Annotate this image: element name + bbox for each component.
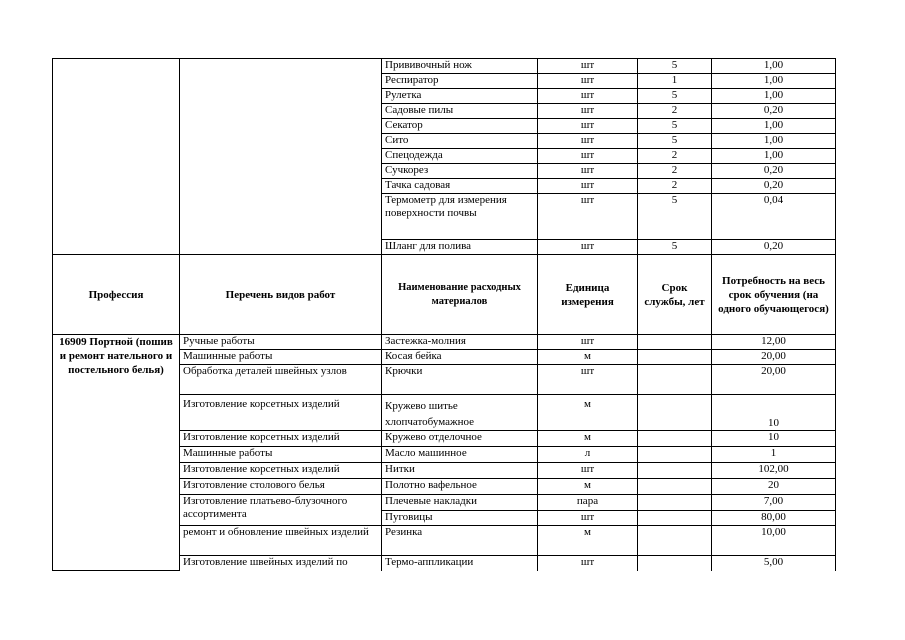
header-term: Срок службы, лет bbox=[638, 255, 712, 335]
unit-cell: м bbox=[538, 431, 638, 447]
term-cell bbox=[638, 511, 712, 526]
unit-cell: шт bbox=[538, 335, 638, 350]
unit-cell: шт bbox=[538, 164, 638, 179]
material-cell: Крючки bbox=[382, 365, 538, 395]
term-cell: 5 bbox=[638, 194, 712, 240]
profession-name-cell: 16909 Портной (пошив и ремонт нательного и постельного белья) bbox=[53, 335, 180, 571]
work-cell: Изготовление платьево-блузочного ассортимента bbox=[180, 495, 382, 526]
material-cell: Шланг для полива bbox=[382, 240, 538, 255]
term-cell: 1 bbox=[638, 74, 712, 89]
unit-cell: шт bbox=[538, 463, 638, 479]
material-cell: Резинка bbox=[382, 526, 538, 556]
work-cell: Обработка деталей швейных узлов bbox=[180, 365, 382, 395]
unit-cell: шт bbox=[538, 240, 638, 255]
material-cell: Кружево отделочное bbox=[382, 431, 538, 447]
term-cell: 5 bbox=[638, 240, 712, 255]
header-materials: Наименование расходных материалов bbox=[382, 255, 538, 335]
need-cell: 80,00 bbox=[712, 511, 836, 526]
table-row bbox=[53, 335, 836, 350]
need-cell: 1,00 bbox=[712, 74, 836, 89]
unit-cell: шт bbox=[538, 511, 638, 526]
work-cell-empty bbox=[180, 59, 382, 255]
term-cell bbox=[638, 479, 712, 495]
profession-cell-empty bbox=[53, 59, 180, 255]
material-cell: Плечевые накладки bbox=[382, 495, 538, 511]
need-cell: 0,20 bbox=[712, 164, 836, 179]
term-cell bbox=[638, 335, 712, 350]
need-cell: 10 bbox=[712, 395, 836, 431]
need-cell: 102,00 bbox=[712, 463, 836, 479]
need-cell: 0,20 bbox=[712, 104, 836, 119]
need-cell: 0,20 bbox=[712, 240, 836, 255]
need-cell: 1 bbox=[712, 447, 836, 463]
unit-cell: шт bbox=[538, 365, 638, 395]
material-cell: Респиратор bbox=[382, 74, 538, 89]
material-cell: Косая бейка bbox=[382, 350, 538, 365]
need-cell: 10 bbox=[712, 431, 836, 447]
term-cell: 2 bbox=[638, 179, 712, 194]
material-cell: Кружево шитье хлопчатобумажное bbox=[382, 395, 538, 431]
need-cell: 1,00 bbox=[712, 89, 836, 104]
need-cell: 5,00 bbox=[712, 556, 836, 571]
term-cell: 5 bbox=[638, 119, 712, 134]
material-cell: Секатор bbox=[382, 119, 538, 134]
unit-cell: шт bbox=[538, 134, 638, 149]
term-cell bbox=[638, 365, 712, 395]
material-cell: Термо-аппликации bbox=[382, 556, 538, 571]
work-cell: Изготовление корсетных изделий bbox=[180, 463, 382, 479]
term-cell bbox=[638, 431, 712, 447]
unit-cell: пара bbox=[538, 495, 638, 511]
unit-cell: шт bbox=[538, 74, 638, 89]
unit-cell: л bbox=[538, 447, 638, 463]
header-unit: Единица измерения bbox=[538, 255, 638, 335]
unit-cell: шт bbox=[538, 119, 638, 134]
need-cell: 1,00 bbox=[712, 134, 836, 149]
unit-cell: м bbox=[538, 395, 638, 431]
term-cell bbox=[638, 350, 712, 365]
material-cell: Нитки bbox=[382, 463, 538, 479]
unit-cell: шт bbox=[538, 149, 638, 164]
work-cell: Ручные работы bbox=[180, 335, 382, 350]
table-header-row bbox=[53, 255, 836, 335]
material-cell: Пуговицы bbox=[382, 511, 538, 526]
material-cell: Термометр для измерения поверхности почвы bbox=[382, 194, 538, 240]
need-cell: 0,04 bbox=[712, 194, 836, 240]
document-page bbox=[52, 58, 836, 571]
material-cell: Спецодежда bbox=[382, 149, 538, 164]
material-cell: Сучкорез bbox=[382, 164, 538, 179]
term-cell: 2 bbox=[638, 164, 712, 179]
unit-cell: шт bbox=[538, 556, 638, 571]
material-cell: Сито bbox=[382, 134, 538, 149]
term-cell bbox=[638, 526, 712, 556]
need-cell: 0,20 bbox=[712, 179, 836, 194]
term-cell bbox=[638, 463, 712, 479]
term-cell bbox=[638, 556, 712, 571]
material-cell: Рулетка bbox=[382, 89, 538, 104]
term-cell: 2 bbox=[638, 104, 712, 119]
need-cell: 1,00 bbox=[712, 119, 836, 134]
need-cell: 20,00 bbox=[712, 365, 836, 395]
unit-cell: шт bbox=[538, 59, 638, 74]
unit-cell: м bbox=[538, 479, 638, 495]
unit-cell: шт bbox=[538, 104, 638, 119]
need-cell: 1,00 bbox=[712, 59, 836, 74]
need-cell: 12,00 bbox=[712, 335, 836, 350]
material-cell: Застежка-молния bbox=[382, 335, 538, 350]
materials-table bbox=[52, 58, 836, 571]
work-cell: Изготовление столового белья bbox=[180, 479, 382, 495]
work-cell: Машинные работы bbox=[180, 350, 382, 365]
term-cell bbox=[638, 447, 712, 463]
header-profession: Профессия bbox=[53, 255, 180, 335]
unit-cell: шт bbox=[538, 89, 638, 104]
unit-cell: м bbox=[538, 350, 638, 365]
unit-cell: шт bbox=[538, 194, 638, 240]
work-cell: Изготовление корсетных изделий bbox=[180, 395, 382, 431]
need-cell: 20,00 bbox=[712, 350, 836, 365]
unit-cell: м bbox=[538, 526, 638, 556]
term-cell: 2 bbox=[638, 149, 712, 164]
term-cell: 5 bbox=[638, 59, 712, 74]
work-cell: Машинные работы bbox=[180, 447, 382, 463]
material-cell: Садовые пилы bbox=[382, 104, 538, 119]
term-cell bbox=[638, 395, 712, 431]
term-cell bbox=[638, 495, 712, 511]
material-cell: Масло машинное bbox=[382, 447, 538, 463]
need-cell: 1,00 bbox=[712, 149, 836, 164]
work-cell: Изготовление швейных изделий по bbox=[180, 556, 382, 571]
need-cell: 10,00 bbox=[712, 526, 836, 556]
need-cell: 7,00 bbox=[712, 495, 836, 511]
material-cell: Прививочный нож bbox=[382, 59, 538, 74]
material-cell: Полотно вафельное bbox=[382, 479, 538, 495]
header-work-types: Перечень видов работ bbox=[180, 255, 382, 335]
term-cell: 5 bbox=[638, 89, 712, 104]
need-cell: 20 bbox=[712, 479, 836, 495]
work-cell: ремонт и обновление швейных изделий bbox=[180, 526, 382, 556]
term-cell: 5 bbox=[638, 134, 712, 149]
material-cell: Тачка садовая bbox=[382, 179, 538, 194]
header-need: Потребность на весь срок обучения (на одного обучающегося) bbox=[712, 255, 836, 335]
table-row bbox=[53, 59, 836, 74]
unit-cell: шт bbox=[538, 179, 638, 194]
work-cell: Изготовление корсетных изделий bbox=[180, 431, 382, 447]
